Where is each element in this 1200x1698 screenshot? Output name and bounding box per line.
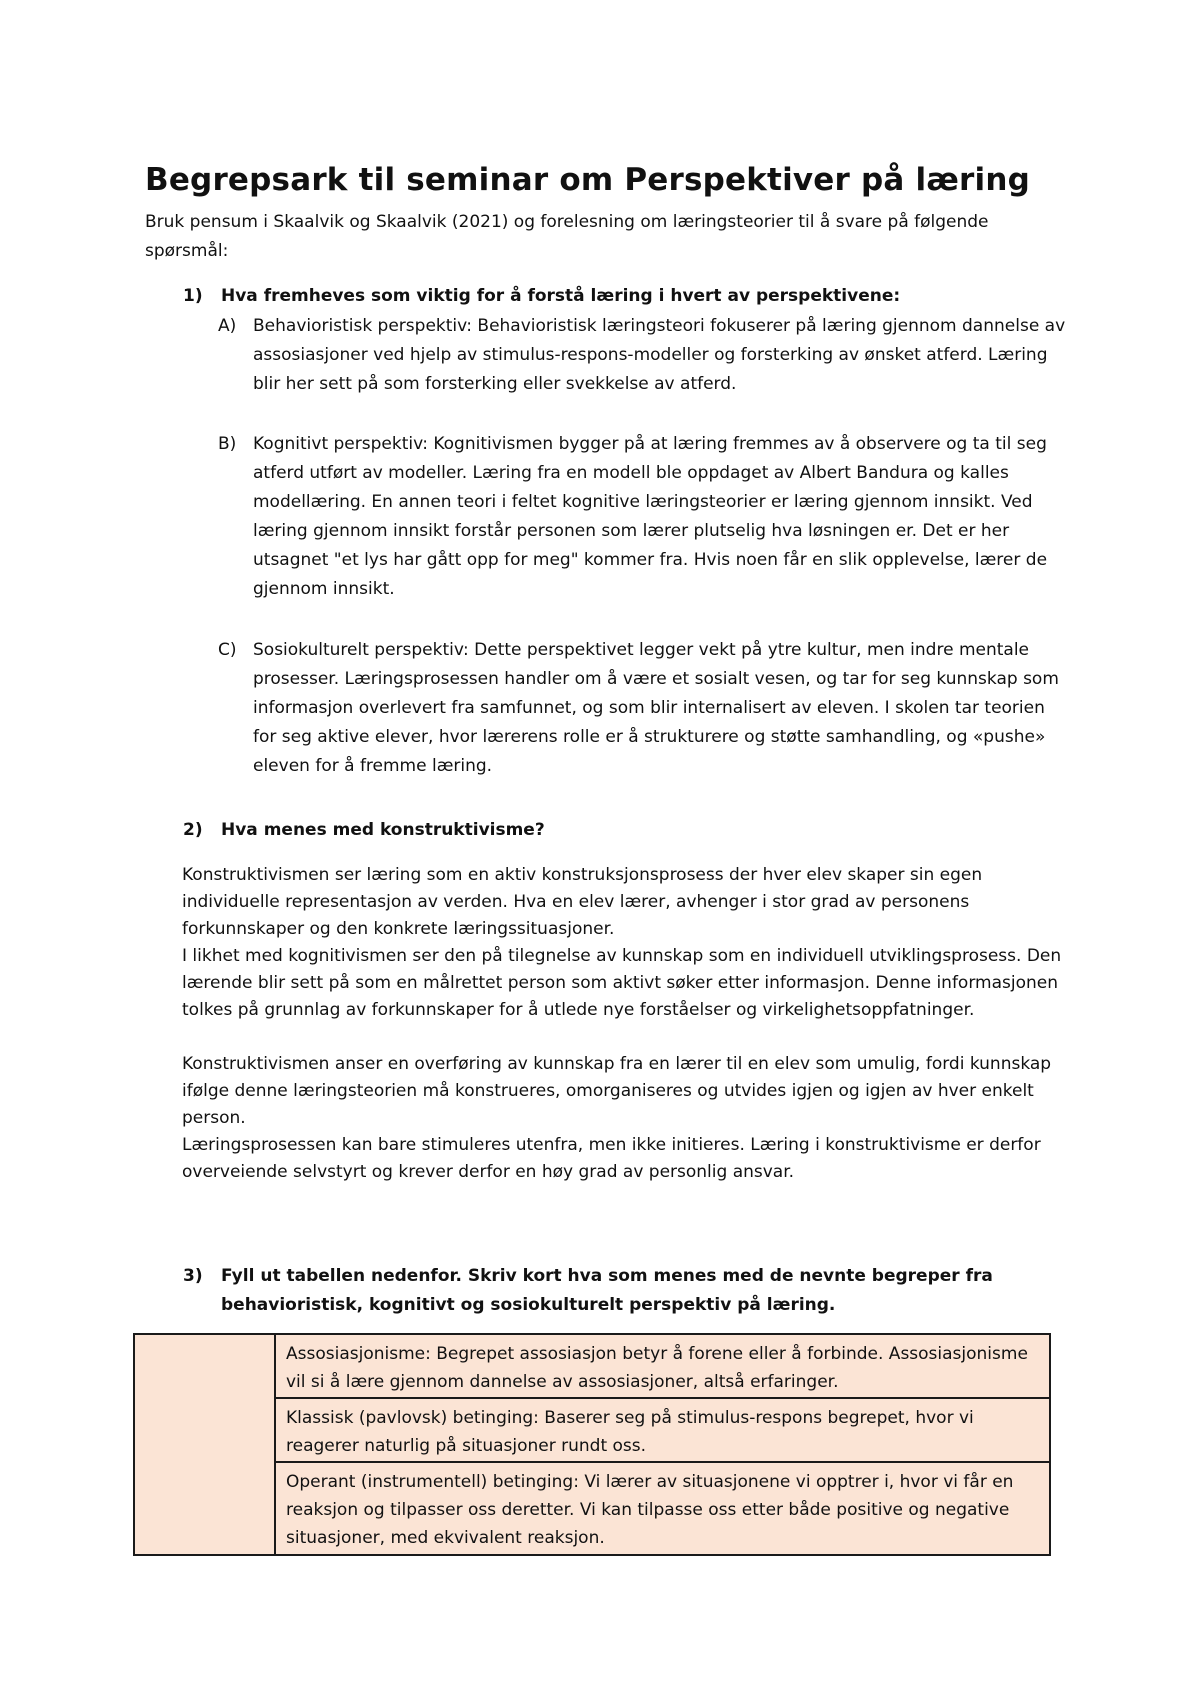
concept-table — [133, 1333, 1051, 1556]
list-item-text: Kognitivt perspektiv: Kognitivismen bygger på at læring fremmes av å observere og ta til seg atferd utført av modeller. Læring fra en modell ble oppdaget av Albert Bandura og kalles modellæring. En annen teori i feltet kognitive læringsteorier er læring gjennom innsikt. Ved læring gjennom innsikt forstår personen som lærer plutselig hva løsningen er. Det er her utsagnet "et lys har gått opp for meg" kommer fra. Hvis noen får en slik opplevelse, lærer de gjennom innsikt. — [253, 434, 1048, 599]
table-label-column — [135, 1335, 276, 1554]
paragraph: Konstruktivismen anser en overføring av kunnskap fra en lærer til en elev som umulig, fordi kunnskap ifølge denne læringsteorien må konstrueres, omorganiseres og utvides igjen og igjen av hver enkelt person. — [182, 1054, 1052, 1128]
list-item-b — [218, 430, 1078, 610]
list-item-c — [218, 636, 1078, 786]
list-item-letter: B) — [218, 434, 237, 454]
paragraph: Læringsprosessen kan bare stimuleres utenfra, men ikke initieres. Læring i konstruktivisme er derfor overveiende selvstyrt og krever derfor en høy grad av personlig ansvar. — [182, 1135, 1041, 1182]
question-number: 1) — [183, 286, 203, 306]
table-cell: Assosiasjonisme: Begrepet assosiasjon betyr å forene eller å forbinde. Assosiasjonisme vil si å lære gjennom dannelse av assosiasjoner, altså erfaringer. — [276, 1335, 1049, 1399]
question-text: Hva fremheves som viktig for å forstå læring i hvert av perspektivene: — [221, 286, 901, 306]
paragraph: I likhet med kognitivismen ser den på tilegnelse av kunnskap som en individuell utviklingsprosess. Den lærende blir sett på som en målrettet person som aktivt søker etter informasjon. Denne informasjonen tolkes på grunnlag av forkunnskaper for å utlede nye forståelser og virkelighetsoppfatninger. — [182, 946, 1062, 1020]
question-text-line-1: Fyll ut tabellen nedenfor. Skriv kort hva som menes med de nevnte begreper fra — [221, 1266, 993, 1286]
list-item-a — [218, 312, 1078, 402]
intro-text: Bruk pensum i Skaalvik og Skaalvik (2021) og forelesning om læringsteorier til å svare på følgende spørsmål: — [145, 212, 989, 261]
question-text-line-2: behavioristisk, kognitivt og sosiokulturelt perspektiv på læring. — [221, 1295, 836, 1315]
table-cell: Klassisk (pavlovsk) betinging: Baserer seg på stimulus-respons begrepet, hvor vi reagerer naturlig på situasjoner rundt oss. — [276, 1399, 1049, 1463]
question-number: 3) — [183, 1266, 203, 1286]
paragraph: Konstruktivismen ser læring som en aktiv konstruksjonsprosess der hver elev skaper sin egen individuelle representasjon av verden. Hva en elev lærer, avhenger i stor grad av personens forkunnskaper og den konkrete læringssituasjoner. — [182, 865, 983, 939]
document-title: Begrepsark til seminar om Perspektiver på læring — [145, 162, 1031, 198]
question-number: 2) — [183, 820, 203, 840]
list-item-text: Behavioristisk perspektiv: Behavioristisk læringsteori fokuserer på læring gjennom dannelse av assosiasjoner ved hjelp av stimulus-respons-modeller og forsterking av ønsket atferd. Læring blir her sett på som forsterking eller svekkelse av atferd. — [253, 316, 1066, 394]
list-item-text: Sosiokulturelt perspektiv: Dette perspektivet legger vekt på ytre kultur, men indre mentale prosesser. Læringsprosessen handler om å være et sosialt vesen, og tar for seg kunnskap som informasjon overlevert fra samfunnet, og som blir internalisert av eleven. I skolen tar teorien for seg aktive elever, hvor lærerens rolle er å strukturere og støtte samhandling, og «pushe» eleven for å fremme læring. — [253, 640, 1059, 776]
table-cell: Operant (instrumentell) betinging: Vi lærer av situasjonene vi opptrer i, hvor vi får en reaksjon og tilpasser oss deretter. Vi kan tilpasse oss etter både positive og negative situasjoner, med ekvivalent reaksjon. — [286, 1472, 1014, 1548]
question-text: Hva menes med konstruktivisme? — [221, 820, 545, 840]
list-item-letter: A) — [218, 316, 237, 336]
list-item-letter: C) — [218, 640, 237, 660]
